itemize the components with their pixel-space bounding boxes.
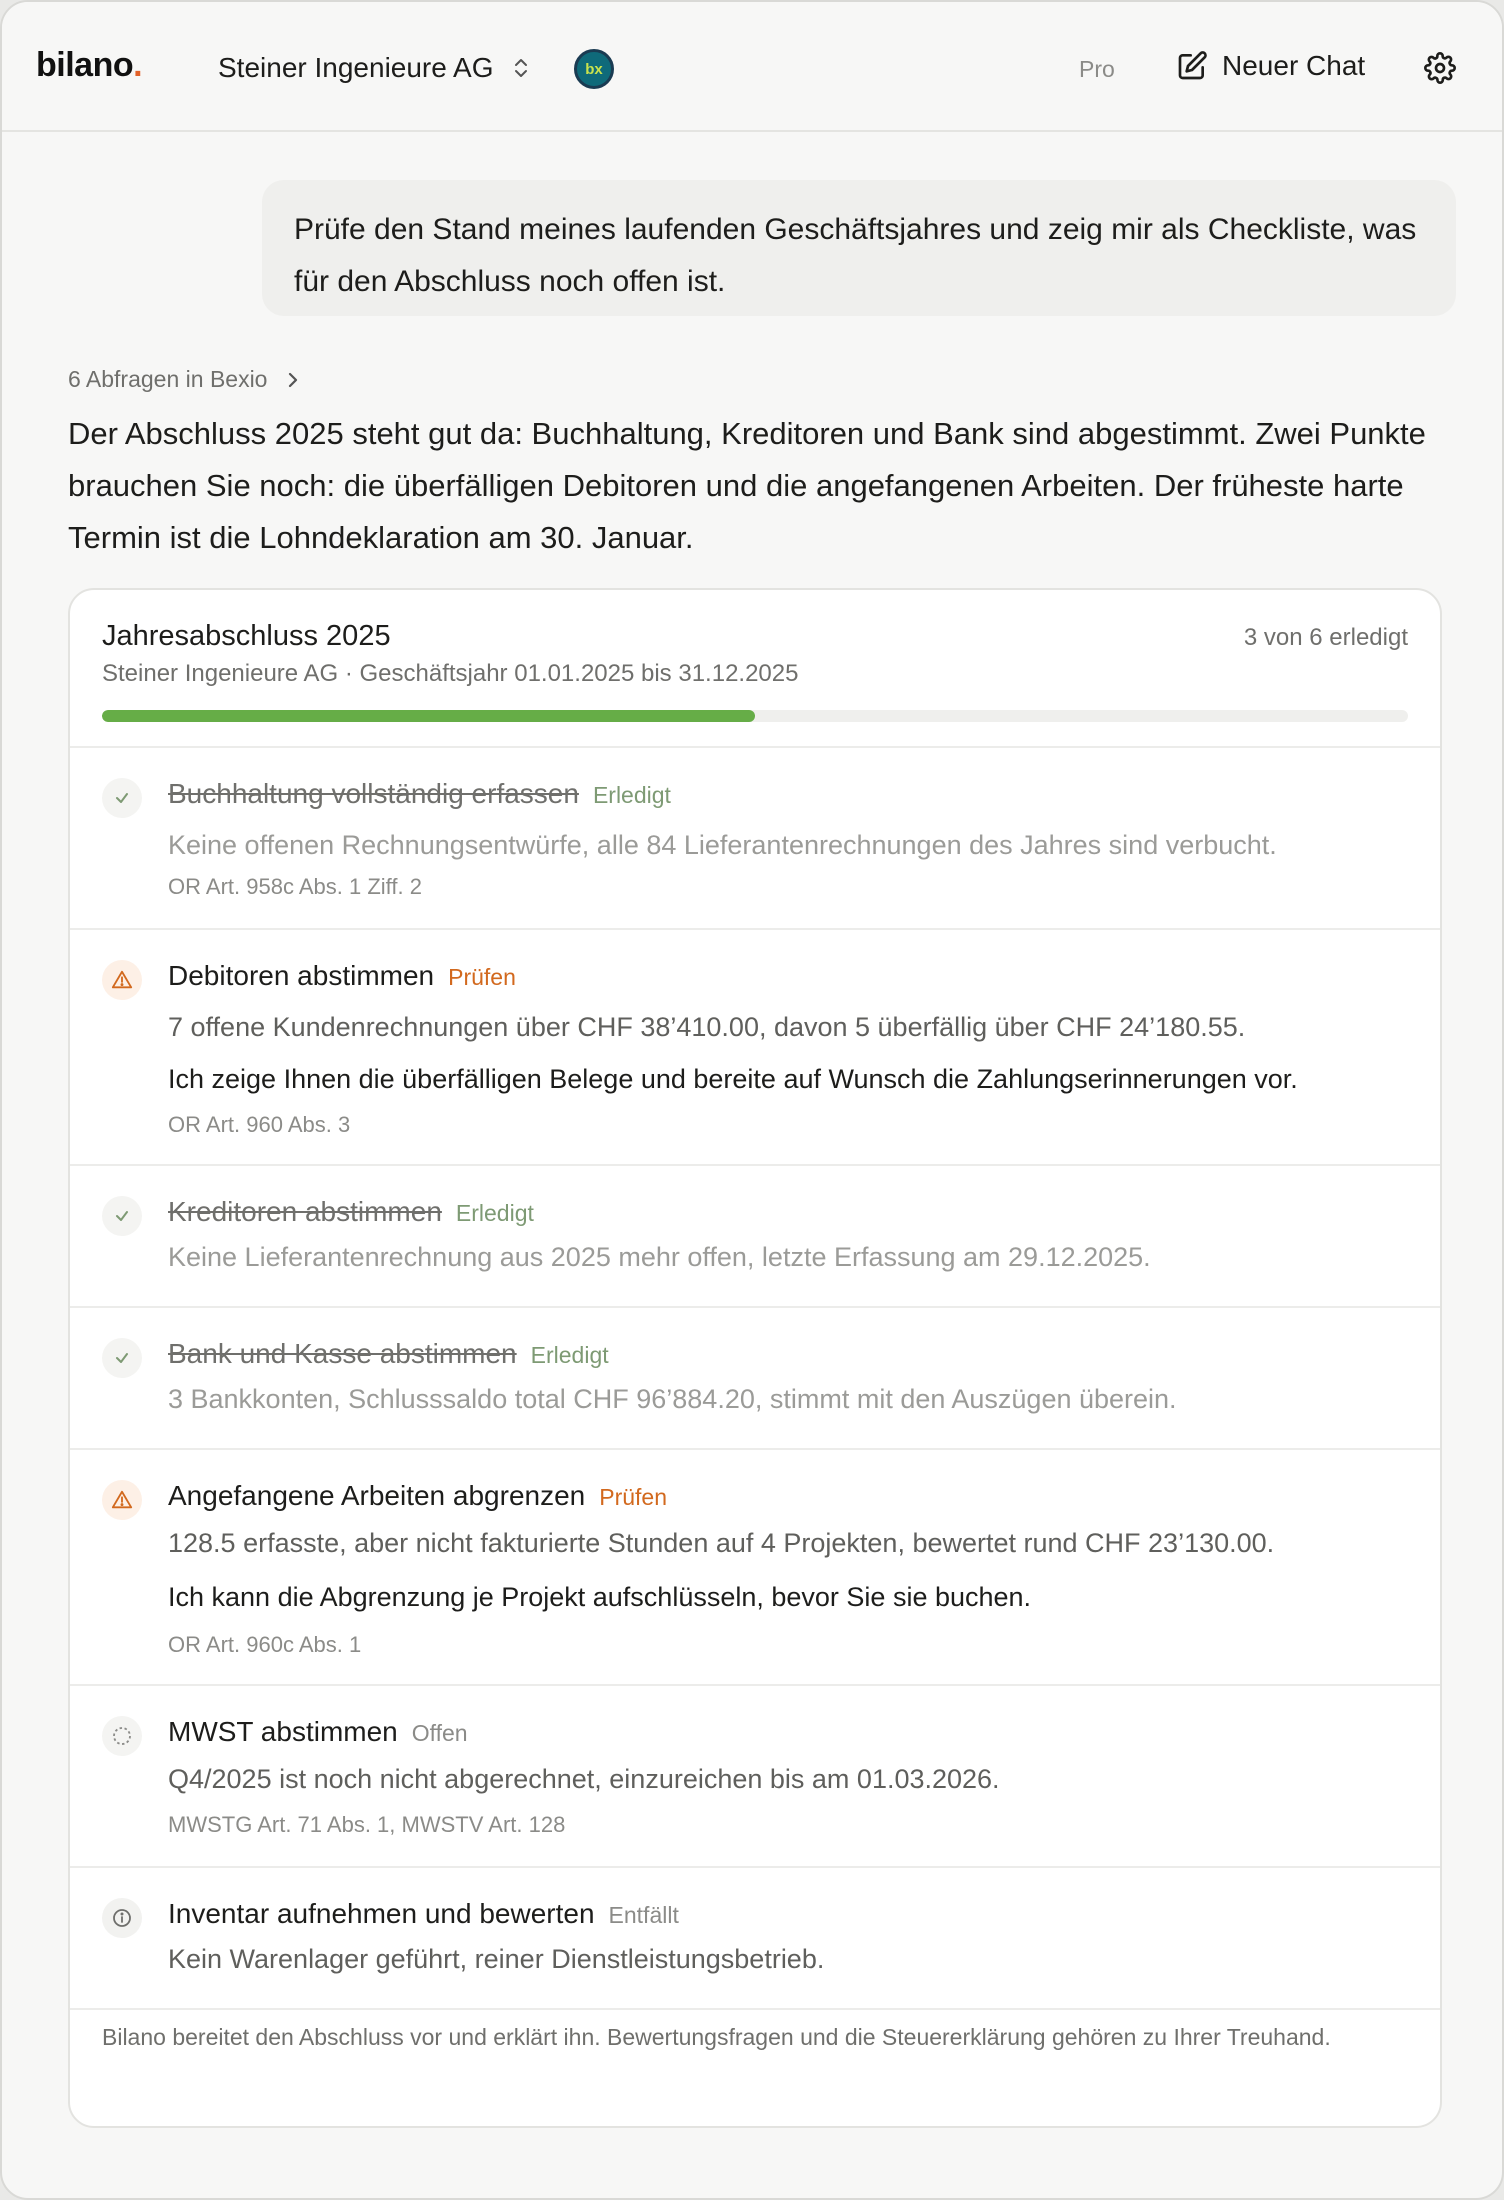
status-badge: Prüfen bbox=[448, 964, 516, 990]
item-description: 128.5 erfasste, aber nicht fakturierte Stunden auf 4 Projekten, bewertet rund CHF 23’130.00. bbox=[168, 1528, 1275, 1558]
item-title: Bank und Kasse abstimmen Erledigt bbox=[168, 1338, 609, 1369]
check-icon bbox=[102, 1196, 142, 1236]
new-chat-button[interactable] bbox=[1176, 50, 1365, 82]
item-title: Inventar aufnehmen und bewerten Entfällt bbox=[168, 1898, 679, 1929]
bexio-badge-icon: bx bbox=[574, 49, 614, 89]
item-title: Debitoren abstimmen Prüfen bbox=[168, 960, 516, 991]
logo[interactable]: bilano. bbox=[36, 46, 143, 84]
item-description: Keine offenen Rechnungsentwürfe, alle 84 Lieferantenrechnungen des Jahres sind verbucht. bbox=[168, 830, 1277, 860]
status-badge: Entfällt bbox=[608, 1902, 679, 1928]
item-reference: OR Art. 960 Abs. 3 bbox=[168, 1112, 351, 1137]
item-title: Buchhaltung vollständig erfassen Erledigt bbox=[168, 778, 671, 809]
checklist-item-wip bbox=[70, 1450, 1440, 1686]
chevron-up-down-icon bbox=[510, 55, 532, 81]
status-badge: Erledigt bbox=[592, 782, 671, 808]
item-reference: MWSTG Art. 71 Abs. 1, MWSTV Art. 128 bbox=[168, 1812, 566, 1837]
checklist-subtitle: Steiner Ingenieure AG · Geschäftsjahr 01.01.2025 bis 31.12.2025 bbox=[102, 660, 799, 687]
item-title: MWST abstimmen Offen bbox=[168, 1716, 468, 1747]
item-note: Ich kann die Abgrenzung je Projekt aufschlüsseln, bevor Sie sie buchen. bbox=[168, 1582, 1032, 1612]
gear-icon[interactable] bbox=[1424, 52, 1456, 84]
checklist-item-vat bbox=[70, 1686, 1440, 1868]
checklist-item-bank bbox=[70, 1308, 1440, 1450]
status-badge: Erledigt bbox=[530, 1342, 609, 1368]
checklist-footer: Bilano bereitet den Abschluss vor und erklärt ihn. Bewertungsfragen und die Steuererklärung gehören zu Ihrer Treuhand. bbox=[102, 2024, 1331, 2050]
progress-fill bbox=[102, 710, 755, 722]
checklist-card bbox=[68, 588, 1442, 2128]
checklist-count: 3 von 6 erledigt bbox=[1243, 624, 1408, 651]
checklist-item-inventory bbox=[70, 1868, 1440, 2010]
item-description: 3 Bankkonten, Schlusssaldo total CHF 96’884.20, stimmt mit den Auszügen überein. bbox=[168, 1384, 1177, 1414]
item-description: Q4/2025 ist noch nicht abgerechnet, einzureichen bis am 01.03.2026. bbox=[168, 1764, 1000, 1794]
item-reference: OR Art. 960c Abs. 1 bbox=[168, 1632, 362, 1657]
tool-summary-label: 6 Abfragen in Bexio bbox=[68, 366, 268, 392]
item-description: Keine Lieferantenrechnung aus 2025 mehr offen, letzte Erfassung am 29.12.2025. bbox=[168, 1242, 1151, 1272]
warning-icon bbox=[102, 960, 142, 1000]
company-name: Steiner Ingenieure AG bbox=[218, 52, 494, 83]
checklist-header bbox=[70, 590, 1440, 748]
warning-icon bbox=[102, 1480, 142, 1520]
item-title: Angefangene Arbeiten abgrenzen Prüfen bbox=[168, 1480, 668, 1511]
plan-badge: Pro bbox=[1079, 56, 1115, 82]
item-note: Ich zeige Ihnen die überfälligen Belege und bereite auf Wunsch die Zahlungserinnerungen vor. bbox=[168, 1064, 1298, 1094]
new-chat-label: Neuer Chat bbox=[1222, 50, 1366, 81]
item-reference: OR Art. 958c Abs. 1 Ziff. 2 bbox=[168, 874, 422, 899]
chevron-right-icon bbox=[285, 371, 301, 389]
checklist-title: Jahresabschluss 2025 bbox=[102, 620, 391, 652]
user-message: Prüfe den Stand meines laufenden Geschäftsjahres und zeig mir als Checkliste, was für den Abschluss noch offen ist. bbox=[262, 180, 1456, 316]
tool-summary-toggle[interactable] bbox=[68, 366, 301, 393]
checklist-item-bookkeeping bbox=[70, 748, 1440, 930]
status-badge: Prüfen bbox=[599, 1484, 668, 1510]
checklist-item-creditors bbox=[70, 1166, 1440, 1308]
dashed-circle-icon bbox=[102, 1716, 142, 1756]
item-title: Kreditoren abstimmen Erledigt bbox=[168, 1196, 534, 1227]
assistant-message: Der Abschluss 2025 steht gut da: Buchhaltung, Kreditoren und Bank sind abgestimmt. Zwei Punkte brauchen Sie noch: die überfälligen Debitoren und die angefangenen Arbeiten. Der früheste harte Termin ist die Lohndeklaration am 30. Januar. bbox=[68, 416, 1426, 555]
item-description: 7 offene Kundenrechnungen über CHF 38’410.00, davon 5 überfällig über CHF 24’180.55. bbox=[168, 1012, 1246, 1042]
progress-bar bbox=[102, 710, 1408, 722]
status-badge: Offen bbox=[411, 1720, 468, 1746]
checklist-item-debtors bbox=[70, 930, 1440, 1166]
company-switcher[interactable] bbox=[218, 52, 532, 84]
info-icon bbox=[102, 1898, 142, 1938]
check-icon bbox=[102, 778, 142, 818]
status-badge: Erledigt bbox=[455, 1200, 534, 1226]
top-bar bbox=[2, 2, 1502, 132]
check-icon bbox=[102, 1338, 142, 1378]
edit-icon bbox=[1176, 50, 1208, 82]
item-description: Kein Warenlager geführt, reiner Dienstleistungsbetrieb. bbox=[168, 1944, 825, 1974]
